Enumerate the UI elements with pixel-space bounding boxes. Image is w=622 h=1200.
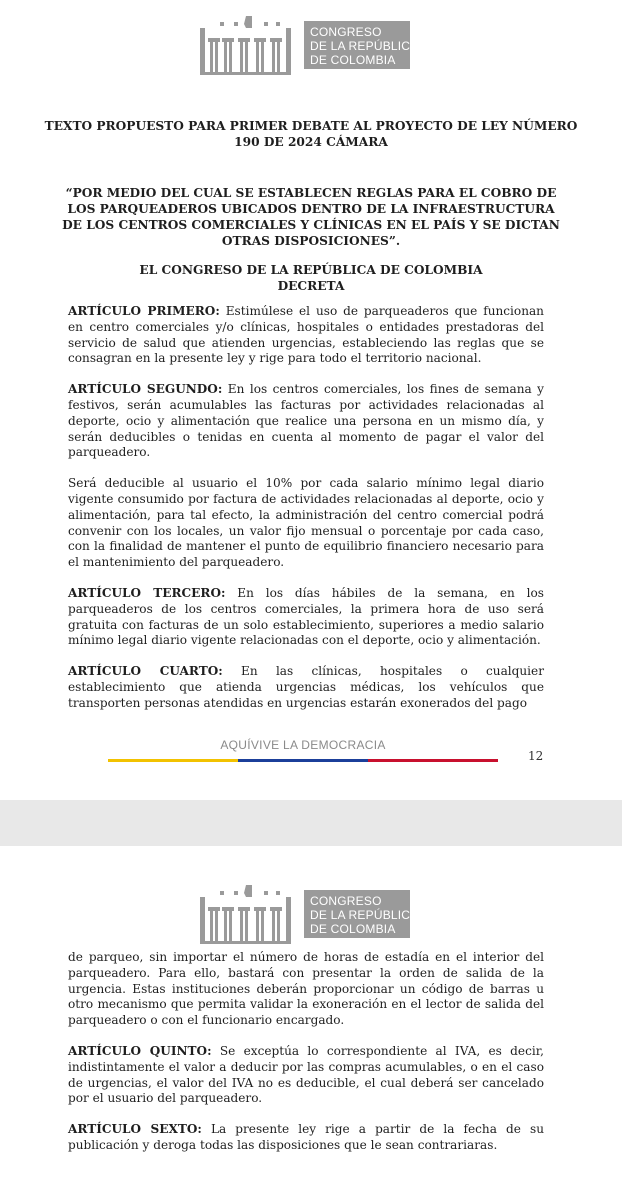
logo-line-1: CONGRESO xyxy=(310,25,382,39)
congress-logo xyxy=(198,14,419,76)
article-3-label: ARTÍCULO TERCERO: xyxy=(68,585,226,600)
congress-logo-text xyxy=(304,21,419,69)
article-5-label: ARTÍCULO QUINTO: xyxy=(68,1043,212,1058)
logo-line-2: DE LA REPÚBLICA xyxy=(310,39,419,53)
congress-logo-text xyxy=(304,890,419,938)
article-1 xyxy=(68,304,544,367)
article-1-text: Estimúlese el uso de parqueaderos que funcionan en centro comerciales y/o clínicas, hospitales o entidades prestadoras del servicio de salud que atienden urgencias, estableciendo las reglas que se consagran en la presente ley y rige para todo el territorio nacional. xyxy=(68,304,544,366)
document-page-2 xyxy=(0,846,622,1200)
page-separator xyxy=(0,800,622,846)
flag-red xyxy=(368,759,498,762)
article-1-label: ARTÍCULO PRIMERO: xyxy=(68,304,220,318)
footer-motto: AQUÍVIVE LA DEMOCRACIA xyxy=(220,738,386,752)
article-4-text: En las clínicas, hospitales o cualquier establecimiento que atienda urgencias médicas, los vehículos que transporten personas atendidas en urgencias estarán exonerados del pago xyxy=(68,664,544,710)
congress-logo xyxy=(198,883,419,945)
articles-section xyxy=(68,304,544,727)
article-2-label: ARTÍCULO SEGUNDO: xyxy=(68,382,223,397)
article-2 xyxy=(68,382,544,461)
logo-line-2: DE LA REPÚBLICA xyxy=(310,908,419,922)
article-6-label: ARTÍCULO SEXTO: xyxy=(68,1122,202,1137)
article-2-paragraph-2: Será deducible al usuario el 10% por cada salario mínimo legal diario vigente consumido por factura de actividades relacionadas al deporte, ocio y alimentación, para tal efecto, la administración del centro comercial podrá convenir con los locales, un valor fijo mensual o porcentaje por cada caso, con la finalidad de mantener el punto de equilibrio financiero necesario para el mantenimiento del parqueadero. xyxy=(68,476,544,570)
article-3-text: En los días hábiles de la semana, en los parqueaderos de los centros comerciales, la primera hora de uso será gratuita con facturas de un solo establecimiento, superiores a medio salario mínimo legal diario vigente relacionadas con el deporte, ocio y alimentación. xyxy=(68,585,544,648)
document-subject: “POR MEDIO DEL CUAL SE ESTABLECEN REGLAS PARA EL COBRO DE LOS PARQUEADEROS UBICADOS DENTRO DE LA INFRAESTRUCTURA DE LOS CENTROS COMERCIALES Y CLÍNICAS EN EL PAÍS Y SE DICTAN OTRAS DISPOSICIONES”. xyxy=(62,186,560,248)
article-3 xyxy=(68,586,544,649)
article-6 xyxy=(68,1122,544,1154)
article-6-text: La presente ley rige a partir de la fecha de su publicación y deroga todas las disposiciones que le sean contrariaras. xyxy=(68,1122,544,1152)
decree-line-1: EL CONGRESO DE LA REPÚBLICA DE COLOMBIA xyxy=(139,263,483,277)
flag-yellow xyxy=(108,759,238,762)
article-5-text: Se exceptúa lo correspondiente al IVA, es decir, indistintamente el valor a deducir por las compras acumulables, o en el caso de urgencias, el valor del IVA no es deducible, el cual deberá ser cancelado por el usuario del parqueadero. xyxy=(68,1043,545,1106)
page-number: 12 xyxy=(528,749,544,763)
decree-line-2: DECRETA xyxy=(277,279,345,293)
article-5 xyxy=(68,1044,544,1107)
capitol-building-icon xyxy=(198,14,304,76)
decree-heading xyxy=(40,262,582,294)
articles-section-continued xyxy=(68,950,544,1169)
document-title: TEXTO PROPUESTO PARA PRIMER DEBATE AL PROYECTO DE LEY NÚMERO 190 DE 2024 CÁMARA xyxy=(44,119,578,149)
article-4-continued: de parqueo, sin importar el número de horas de estadía en el interior del parqueadero. Para ello, bastará con presentar la orden de salida de la urgencia. Estas instituciones deberán proporcionar un código de barras u otro mecanismo que permita validar la exoneración en el lector de salida del parqueadero o con el funcionario encargado. xyxy=(68,950,544,1028)
article-4 xyxy=(68,664,544,711)
flag-blue xyxy=(238,759,368,762)
article-4-label: ARTÍCULO CUARTO: xyxy=(68,664,223,679)
capitol-building-icon xyxy=(198,883,304,945)
logo-line-1: CONGRESO xyxy=(310,894,382,908)
logo-line-3: DE COLOMBIA xyxy=(310,53,396,67)
logo-line-3: DE COLOMBIA xyxy=(310,922,396,936)
article-2-text: En los centros comerciales, los fines de semana y festivos, serán acumulables las facturas por actividades relacionadas al deporte, ocio y alimentación que realice una persona en un mismo día, y serán deducibles o tenidas en cuenta al momento de pagar el valor del parqueadero. xyxy=(68,382,545,460)
colombia-flag-stripe xyxy=(108,759,498,762)
